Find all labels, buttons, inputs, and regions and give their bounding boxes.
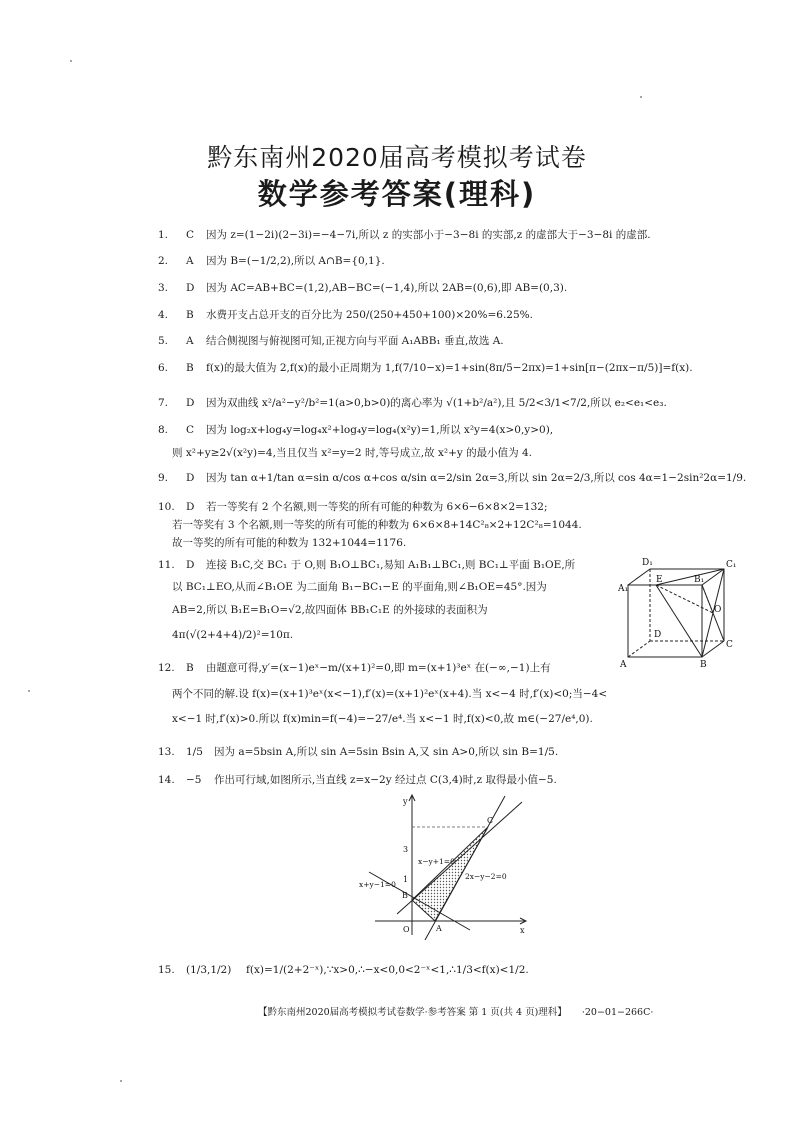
answer-line: 以 BC₁⊥EO,从而∠B₁OE 为二面角 B₁−BC₁−E 的平面角,则∠B₁OE=45°.因为 [172,581,547,593]
cube-label-c1: C₁ [726,560,737,570]
cube-label-d1: D₁ [642,558,653,568]
graph-x-label: x [520,926,525,935]
scan-speck [70,60,72,62]
region-graph [355,790,535,940]
answer-line: x<−1 时,f′(x)>0.所以 f(x)min=f(−4)=−27/e⁴.当 x<−1 时,f(x)<0,故 m∈(−27/e⁴,0). [172,713,593,725]
answer-line: 1. C 因为 z=(1−2i)(2−3i)=−4−7i,所以 z 的实部小于−3−8i 的实部,z 的虚部大于−3−8i 的虚部. [158,229,651,241]
scan-speck [120,1080,122,1082]
answer-line: 11. D 连接 B₁C,交 BC₁ 于 O,则 B₁O⊥BC₁,易知 A₁B₁⊥BC₁,则 BC₁⊥平面 B₁OE,所 [158,559,576,571]
page-title: 黔东南州2020届高考模拟考试卷 [207,143,587,172]
cube-figure [618,555,743,670]
answer-line: 2. A 因为 B=(−1/2,2),所以 A∩B={0,1}. [158,255,385,267]
answer-line: 8. C 因为 log₂x+log₄y=log₄x²+log₄y=log₄(x²y)=1,所以 x²y=4(x>0,y>0), [158,424,554,436]
cube-label-a1: A₁ [618,584,629,594]
cube-label-c: C [726,640,733,650]
graph-point-b: B [402,891,408,900]
answer-line: 3. D 因为 AC=AB+BC=(1,2),AB−BC=(−1,4),所以 2AB=(0,6),即 AB=(0,3). [158,282,568,294]
graph-line1-label: x−y+1=0 [418,857,455,866]
footer-code: ·20−01−266C· [581,1007,654,1018]
answer-line: 5. A 结合侧视图与俯视图可知,正视方向与平面 A₁ABB₁ 垂直,故选 A. [158,335,504,347]
cube-label-d: D [654,630,662,640]
answer-line: 4. B 水费开支占总开支的百分比为 250/(250+450+100)×20%=6.25%. [158,309,533,321]
cube-label-o: O [714,605,722,615]
answer-line: 6. B f(x)的最大值为 2,f(x)的最小正周期为 1,f(7/10−x)=1+sin(8π/5−2πx)=1+sin[π−(2πx−π/5)]=f(x). [158,362,693,374]
answer-line: 10. D 若一等奖有 2 个名额,则一等奖的所有可能的种数为 6×6−6×8×2=132; [158,501,548,513]
answer-line: AB=2,所以 B₁E=B₁O=√2,故四面体 BB₁C₁E 的外接球的表面积为 [172,604,488,616]
answer-line: 9. D 因为 tan α+1/tan α=sin α/cos α+cos α/sin α=2/sin 2α=3,所以 sin 2α=2/3,所以 cos 4α=1−2sin²2α=1/9. [158,472,747,484]
answer-line: 则 x²+y≥2√(x²y)=4,当且仅当 x²=y=2 时,等号成立,故 x²+y 的最小值为 4. [172,447,533,459]
answer-line: 13. 1/5 因为 a=5bsin A,所以 sin A=5sin Bsin A,又 sin A>0,所以 sin B=1/5. [158,746,559,758]
answer-line: 两个不同的解.设 f(x)=(x+1)³eˣ(x<−1),f′(x)=(x+1)²eˣ(x+4).当 x<−4 时,f′(x)<0;当−4< [172,688,608,700]
scan-speck [28,690,30,692]
graph-point-a: A [436,924,442,933]
answer-line: 若一等奖有 3 个名额,则一等奖的所有可能的种数为 6×6×8+14C²₈×2+12C²₈=1044. [172,519,582,531]
answer-line: 12. B 由题意可得,y′=(x−1)eˣ−m/(x+1)²=0,即 m=(x+1)³eˣ 在(−∞,−1)上有 [158,662,551,674]
cube-label-a: A [620,660,627,670]
graph-y-label: y [403,797,408,806]
graph-origin-label: O [403,925,410,934]
cube-label-b: B [700,660,707,670]
answer-line: 故一等奖的所有可能的种数为 132+1044=1176. [172,537,407,549]
graph-tick-1: 1 [403,875,409,884]
page-subtitle: 数学参考答案(理科) [257,177,537,211]
scan-speck [640,96,642,98]
answer-line: 4π(√(2+4+4)/2)²=10π. [172,629,294,641]
answer-line: 14. −5 作出可行域,如图所示,当直线 z=x−2y 经过点 C(3,4)时,z 取得最小值−5. [158,774,557,786]
graph-line2-label: 2x−y−2=0 [465,872,507,881]
cube-label-b1: B₁ [694,575,705,585]
graph-tick-3: 3 [403,845,409,854]
answer-line: 7. D 因为双曲线 x²/a²−y²/b²=1(a>0,b>0)的离心率为 √(1+b²/a²),且 5/2<3/1<7/2,所以 e₂<e₁<e₃. [158,397,667,409]
graph-line3-label: x+y−1=0 [359,880,396,889]
answer-line: 15. (1/3,1/2) f(x)=1/(2+2⁻ˣ),∵x>0,∴−x<0,0<2⁻ˣ<1,∴1/3<f(x)<1/2. [158,964,529,976]
footer-text: 【黔东南州2020届高考模拟考试卷数学·参考答案 第 1 页(共 4 页)理科】 [258,1007,567,1018]
page-footer [258,1004,778,1018]
graph-point-c: C [487,816,494,825]
cube-label-e: E [656,575,663,585]
